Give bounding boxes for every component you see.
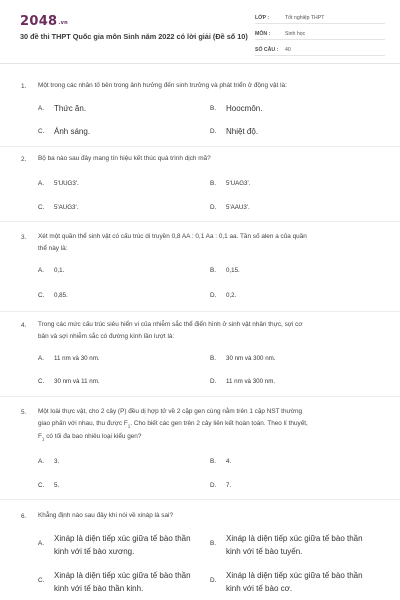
meta-count-row <box>255 42 385 56</box>
option-a[interactable]: A. Thức ăn. <box>38 104 87 113</box>
option-a[interactable]: A. 0,1. <box>38 267 65 274</box>
question-text: Xét một quần thể sinh vật có cấu trúc di truyền 0,8 AA : 0,1 Aa : 0,1 aa. Tần số alen a của quần thể này là: <box>38 233 307 252</box>
question-5 <box>0 397 400 500</box>
question-text: Trong các mức cấu trúc siêu hiển vi của nhiễm sắc thể điển hình ở sinh vật nhân thực, sợi cơ bản và sợi nhiễm sắc có đường kính lần lượt là: <box>38 321 303 340</box>
page-header <box>0 0 400 64</box>
option-a[interactable]: A. 3. <box>38 458 60 465</box>
option-b[interactable]: B. Xináp là diện tiếp xúc giữa tế bào thần kinh với tế bào tuyến. <box>210 534 363 556</box>
question-3 <box>0 222 400 312</box>
meta-class-label: LỚP : <box>255 15 270 21</box>
meta-count-value: 40 <box>285 47 291 53</box>
meta-class-value: Tốt nghiệp THPT <box>285 15 325 21</box>
option-b[interactable]: B. 4. <box>210 458 232 465</box>
question-number: 1. <box>21 83 27 90</box>
option-c[interactable]: C. Xináp là diện tiếp xúc giữa tế bào thần kinh với tế bào thần kinh. <box>38 571 191 593</box>
option-a[interactable]: A. 11 nm và 30 nm. <box>38 355 100 362</box>
option-d[interactable]: D. 5'AAU3'. <box>210 204 250 211</box>
site-logo[interactable]: 2048.vn <box>20 14 69 29</box>
option-d[interactable]: D. 0,2. <box>210 292 237 299</box>
option-b[interactable]: B. Hoocmôn. <box>210 104 263 113</box>
question-text: Một trong các nhân tố bên trong ảnh hưởng đến sinh trưởng và phát triển ở động vật là: <box>38 82 287 89</box>
question-6 <box>0 500 400 600</box>
meta-subject-row <box>255 26 385 40</box>
meta-subject-label: MÔN : <box>255 31 271 37</box>
option-c[interactable]: C. 30 nm và 11 nm. <box>38 378 100 385</box>
question-number: 2. <box>21 156 27 163</box>
option-c[interactable]: C. 5'AUG3'. <box>38 204 79 211</box>
option-c[interactable]: C. 5. <box>38 482 60 489</box>
question-number: 3. <box>21 234 27 241</box>
meta-subject-value: Sinh học <box>285 31 306 37</box>
option-a[interactable]: A. 5'UUG3'. <box>38 180 79 187</box>
question-text: Bộ ba nào sau đây mang tín hiệu kết thúc quá trình dịch mã? <box>38 155 211 162</box>
question-1 <box>0 64 400 147</box>
question-number: 5. <box>21 409 27 416</box>
option-a[interactable]: A. Xináp là diện tiếp xúc giữa tế bào thần kinh với tế bào xương. <box>38 534 191 556</box>
question-text: Một loài thực vật, cho 2 cây (P) đều dị hợp tử về 2 cặp gen cùng nằm trên 1 cặp NST thường giao phấn với nhau, thu được $F_1$. Cho biết các gen trên 2 cây liên kết hoàn toàn. Theo lí thuyết, $F_1$ có tối đa bao nhiêu loại kiểu gen? <box>38 408 308 442</box>
option-b[interactable]: B. 30 nm và 300 nm. <box>210 355 276 362</box>
option-b[interactable]: B. 5'UAG3'. <box>210 180 251 187</box>
question-number: 6. <box>21 513 27 520</box>
option-c[interactable]: C. Ánh sáng. <box>38 127 91 136</box>
question-2 <box>0 147 400 222</box>
question-4 <box>0 312 400 397</box>
option-c[interactable]: C. 0,85. <box>38 292 68 299</box>
meta-class-row <box>255 10 385 24</box>
page-title: 30 đề thi THPT Quốc gia môn Sinh năm 2022 có lời giải (Đề số 10) <box>20 32 248 41</box>
meta-count-label: SỐ CÂU : <box>255 47 279 53</box>
question-number: 4. <box>21 322 27 329</box>
option-d[interactable]: D. 7. <box>210 482 232 489</box>
option-d[interactable]: D. 11 nm và 300 nm. <box>210 378 276 385</box>
option-b[interactable]: B. 0,15. <box>210 267 240 274</box>
option-d[interactable]: D. Xináp là diện tiếp xúc giữa tế bào thần kinh với tế bào cơ. <box>210 571 363 593</box>
question-text: Khẳng định nào sau đây khi nói về xináp là sai? <box>38 512 174 519</box>
option-d[interactable]: D. Nhiệt độ. <box>210 127 259 136</box>
